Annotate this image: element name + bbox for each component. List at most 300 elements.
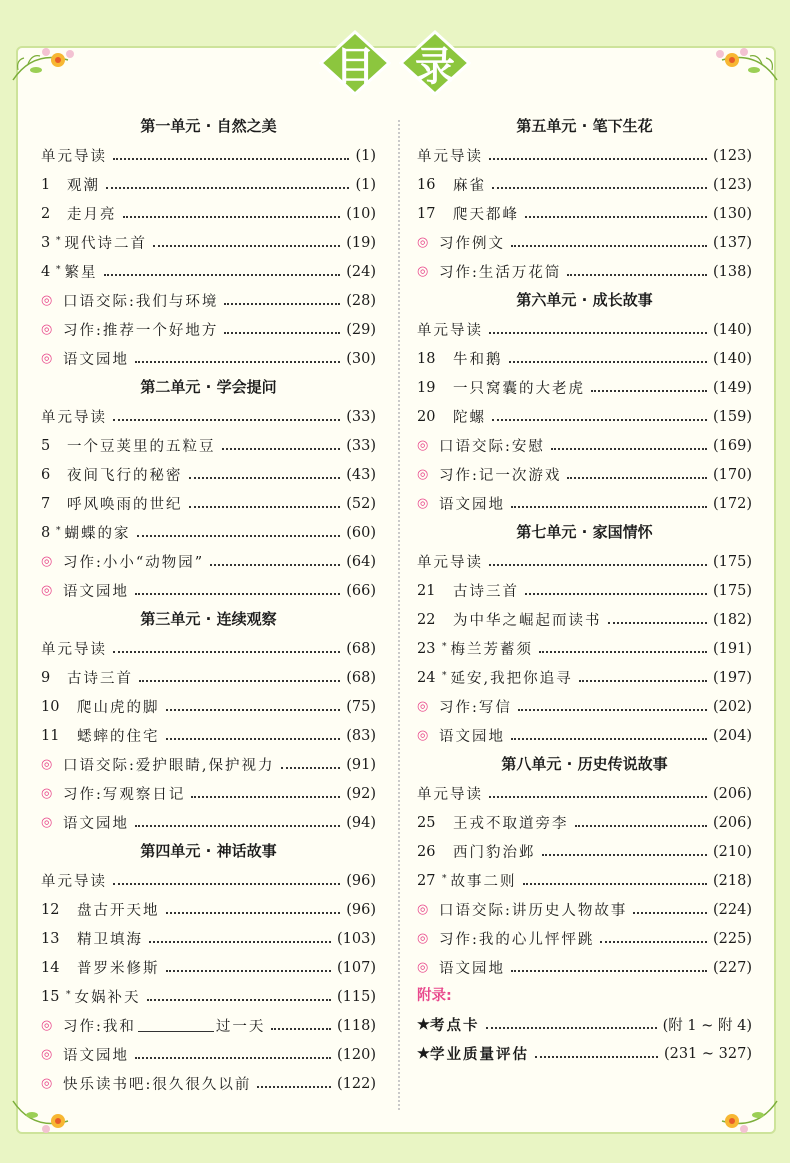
toc-entry[interactable] (417, 460, 752, 489)
dot-leader (489, 332, 707, 334)
page-number: (172) (713, 495, 752, 512)
page-number: (24) (346, 263, 376, 280)
lesson-number: 27 (417, 872, 436, 889)
page-number: (19) (346, 234, 376, 251)
entry-title: 为中华之崛起而读书 (453, 613, 602, 629)
lesson-number: 6 (41, 466, 51, 483)
page-number: (138) (713, 263, 752, 280)
page-number: (169) (713, 437, 752, 454)
bullet-icon: ◎ (41, 293, 53, 308)
entry-title: 古诗三首 (67, 671, 133, 687)
dot-leader (113, 419, 340, 421)
entry-title: 习作:生活万花筒 (439, 265, 562, 281)
toc-entry[interactable] (417, 721, 752, 750)
page-number: (182) (713, 611, 752, 628)
page-number: (75) (346, 698, 376, 715)
lesson-number: 16 (417, 176, 436, 193)
entry-title: 走月亮 (67, 207, 117, 223)
bullet-icon: ◎ (41, 757, 53, 772)
lesson-number: 5 (41, 437, 51, 454)
dot-leader (210, 564, 340, 566)
dot-leader (104, 274, 341, 276)
dot-leader (153, 245, 340, 247)
lesson-number: 23 (417, 640, 436, 657)
optional-mark: * (56, 525, 61, 536)
entry-title: 语文园地 (439, 729, 505, 745)
toc-entry[interactable] (417, 634, 752, 663)
page-number: (137) (713, 234, 752, 251)
lesson-number: 2 (41, 205, 51, 222)
dot-leader (489, 796, 707, 798)
dot-leader (633, 912, 707, 914)
dot-leader (149, 941, 331, 943)
lesson-number: 7 (41, 495, 51, 512)
page-number: (1) (355, 147, 376, 164)
page-number: (115) (337, 988, 376, 1005)
page-number: (83) (346, 727, 376, 744)
bullet-icon: ◎ (417, 467, 429, 482)
lesson-number: 4 (41, 263, 51, 280)
entry-title: 习作:写信 (439, 700, 512, 716)
entry-title: 现代诗二首 (64, 236, 147, 252)
dot-leader (591, 390, 707, 392)
entry-title: 蝴蝶的家 (64, 526, 131, 542)
toc-entry[interactable] (417, 1010, 752, 1039)
toc-entry[interactable] (417, 547, 752, 576)
entry-title: 习作:写观察日记 (63, 787, 186, 803)
bullet-icon: ◎ (41, 815, 53, 830)
entry-title: 语文园地 (63, 352, 129, 368)
lesson-number: 10 (41, 698, 60, 715)
bullet-icon: ◎ (417, 496, 429, 511)
bullet-icon: ◎ (41, 1047, 53, 1062)
entry-title: 语文园地 (439, 497, 505, 513)
toc-entry[interactable] (41, 1040, 376, 1069)
toc-entry[interactable] (41, 866, 376, 895)
section-heading: 第一单元 · 自然之美 (140, 117, 277, 135)
entry-title: 单元导读 (417, 149, 483, 165)
entry-title: 单元导读 (41, 410, 107, 426)
toc-entry[interactable] (417, 344, 752, 373)
bullet-icon: ◎ (41, 554, 53, 569)
toc-entry[interactable] (417, 1039, 752, 1068)
flower-ornament-icon (8, 1091, 88, 1151)
toc-entry[interactable] (41, 547, 376, 576)
bullet-icon: ◎ (417, 235, 429, 250)
entry-title: 习作:小小“动物园” (63, 555, 205, 571)
entry-title: 王戎不取道旁李 (453, 816, 569, 832)
entry-title: 习作:我和 (63, 1019, 136, 1035)
lesson-number: 17 (417, 205, 436, 222)
dot-leader (166, 709, 341, 711)
dot-leader (281, 767, 341, 769)
section-heading: 第八单元 · 历史传说故事 (501, 755, 668, 773)
page-number: (64) (346, 553, 376, 570)
dot-leader (113, 158, 349, 160)
flower-ornament-icon (702, 1091, 782, 1151)
lesson-number: 18 (417, 350, 436, 367)
dot-leader (166, 738, 341, 740)
page-number: (123) (713, 147, 752, 164)
entry-title: 麻雀 (453, 178, 486, 194)
entry-title: 故事二则 (450, 874, 517, 890)
page-number: (96) (346, 901, 376, 918)
section-heading: 第七单元 · 家国情怀 (516, 523, 653, 541)
toc-entry[interactable] (417, 837, 752, 866)
toc-entry[interactable] (417, 953, 752, 982)
dot-leader (222, 448, 341, 450)
page-number: (191) (713, 640, 752, 657)
lesson-number: 9 (41, 669, 51, 686)
entry-title: 盘古开天地 (77, 903, 160, 919)
page-number: (96) (346, 872, 376, 889)
page-number: (107) (337, 959, 376, 976)
dot-leader (492, 419, 707, 421)
dot-leader (535, 1056, 658, 1058)
entry-title: 学业质量评估 (430, 1046, 529, 1063)
entry-title: 单元导读 (41, 874, 107, 890)
toc-entry[interactable] (41, 953, 376, 982)
page-number: (140) (713, 321, 752, 338)
lesson-number: 14 (41, 959, 60, 976)
dot-leader (113, 651, 340, 653)
dot-leader (567, 477, 707, 479)
entry-title: 语文园地 (439, 961, 505, 977)
dot-leader (509, 361, 708, 363)
optional-mark: * (66, 989, 71, 1000)
entry-title: 延安,我把你追寻 (450, 671, 573, 687)
toc-entry[interactable] (41, 779, 376, 808)
entry-title: 习作:我的心儿怦怦跳 (439, 932, 595, 948)
bullet-icon: ◎ (41, 1076, 53, 1091)
dot-leader (523, 883, 708, 885)
optional-mark: * (442, 873, 447, 884)
lesson-number: 12 (41, 901, 60, 918)
dot-leader (525, 593, 707, 595)
toc-entry[interactable] (417, 779, 752, 808)
entry-title: 一个豆荚里的五粒豆 (67, 439, 216, 455)
toc-entry[interactable] (41, 982, 376, 1011)
dot-leader (489, 564, 707, 566)
page-number: (159) (713, 408, 752, 425)
entry-title: 繁星 (64, 265, 98, 281)
dot-leader (492, 187, 707, 189)
entry-title: 精卫填海 (77, 932, 143, 948)
toc-entry[interactable] (41, 721, 376, 750)
lesson-number: 1 (41, 176, 51, 193)
toc-entry[interactable] (41, 895, 376, 924)
page-number: (附 1 ~ 附 4) (662, 1018, 752, 1034)
toc-entry[interactable] (41, 808, 376, 837)
page-number: (1) (355, 176, 376, 193)
dot-leader (189, 506, 341, 508)
entry-title: 习作:记一次游戏 (439, 468, 562, 484)
page-number: (202) (713, 698, 752, 715)
entry-title: 语文园地 (63, 584, 129, 600)
lesson-number: 25 (417, 814, 436, 831)
dot-leader (166, 912, 341, 914)
toc-entry[interactable] (417, 170, 752, 199)
lesson-number: 19 (417, 379, 436, 396)
page-number: (206) (713, 814, 752, 831)
entry-title: 蟋蟀的住宅 (77, 729, 160, 745)
toc-entry[interactable] (41, 228, 376, 257)
dot-leader (123, 216, 341, 218)
toc-entry[interactable] (417, 866, 752, 895)
star-icon: ★ (417, 1045, 430, 1062)
page-number: (43) (346, 466, 376, 483)
dot-leader (271, 1028, 331, 1030)
page-number: (33) (346, 437, 376, 454)
dot-leader (135, 593, 340, 595)
column-divider (398, 120, 400, 1110)
toc-entry[interactable] (417, 576, 752, 605)
dot-leader (135, 361, 340, 363)
entry-title: 快乐读书吧:很久很久以前 (63, 1077, 252, 1093)
entry-title: 观潮 (67, 178, 100, 194)
toc-entry[interactable] (41, 286, 376, 315)
lesson-number: 8 (41, 524, 51, 541)
dot-leader (106, 187, 349, 189)
bullet-icon: ◎ (41, 351, 53, 366)
dot-leader (135, 1057, 331, 1059)
dot-leader (542, 854, 708, 856)
dot-leader (224, 332, 340, 334)
page-number: (149) (713, 379, 752, 396)
entry-title: 习作例文 (439, 236, 505, 252)
toc-entry[interactable] (41, 141, 376, 170)
dot-leader (579, 680, 707, 682)
bullet-icon: ◎ (417, 728, 429, 743)
page-number: (122) (337, 1075, 376, 1092)
lesson-number: 3 (41, 234, 51, 251)
entry-title: 夜间飞行的秘密 (67, 468, 183, 484)
lesson-number: 11 (41, 727, 60, 744)
page-number: (123) (713, 176, 752, 193)
entry-title: 陀螺 (453, 410, 486, 426)
lesson-number: 15 (41, 988, 60, 1005)
toc-entry[interactable] (41, 315, 376, 344)
toc-entry[interactable] (417, 605, 752, 634)
lesson-number: 22 (417, 611, 436, 628)
bullet-icon: ◎ (417, 931, 429, 946)
page-number: (68) (346, 640, 376, 657)
dot-leader (486, 1027, 657, 1029)
toc-left-column (41, 112, 376, 1098)
dot-leader (575, 825, 708, 827)
entry-title: 单元导读 (41, 642, 107, 658)
page-number: (118) (337, 1017, 376, 1034)
entry-title: 口语交际:爱护眼睛,保护视力 (63, 758, 275, 774)
section-heading: 第五单元 · 笔下生花 (516, 117, 653, 135)
entry-title-suffix: 过一天 (215, 1019, 266, 1035)
toc-entry[interactable] (417, 431, 752, 460)
dot-leader (224, 303, 340, 305)
toc-entry[interactable] (41, 199, 376, 228)
toc-entry[interactable] (417, 402, 752, 431)
entry-title: 单元导读 (417, 555, 483, 571)
toc-entry[interactable] (41, 460, 376, 489)
dot-leader (139, 680, 340, 682)
toc-entry[interactable] (417, 141, 752, 170)
entry-title: 牛和鹅 (453, 352, 503, 368)
toc-entry[interactable] (417, 692, 752, 721)
page-number: (52) (346, 495, 376, 512)
toc-entry[interactable] (41, 489, 376, 518)
bullet-icon: ◎ (417, 960, 429, 975)
dot-leader (600, 941, 707, 943)
toc-entry[interactable] (417, 373, 752, 402)
page-number: (140) (713, 350, 752, 367)
dot-leader (551, 448, 707, 450)
bullet-icon: ◎ (417, 438, 429, 453)
page-number: (68) (346, 669, 376, 686)
toc-entry[interactable] (417, 315, 752, 344)
toc-entry[interactable] (41, 634, 376, 663)
flower-ornament-icon (702, 30, 782, 90)
page-number: (91) (346, 756, 376, 773)
dot-leader (567, 274, 707, 276)
optional-mark: * (56, 235, 61, 246)
page-number: (218) (713, 872, 752, 889)
entry-title: 西门豹治邺 (453, 845, 536, 861)
entry-title: 呼风唤雨的世纪 (67, 497, 183, 513)
page-number: (10) (346, 205, 376, 222)
dot-leader (137, 535, 341, 537)
dot-leader (189, 477, 341, 479)
entry-title: 口语交际:安慰 (439, 439, 545, 455)
toc-entry[interactable] (417, 199, 752, 228)
appendix-heading: 附录: (417, 988, 452, 1004)
toc-entry[interactable] (417, 924, 752, 953)
bullet-icon: ◎ (41, 1018, 53, 1033)
flower-ornament-icon (8, 30, 88, 90)
lesson-number: 24 (417, 669, 436, 686)
dot-leader (489, 158, 707, 160)
page-number: (204) (713, 727, 752, 744)
page-number: (29) (346, 321, 376, 338)
title-text: 录 (415, 43, 455, 90)
toc-entry[interactable] (417, 489, 752, 518)
lesson-number: 20 (417, 408, 436, 425)
dot-leader (135, 825, 340, 827)
section-heading: 第二单元 · 学会提问 (140, 378, 277, 396)
entry-title: 习作:推荐一个好地方 (63, 323, 219, 339)
page-number: (30) (346, 350, 376, 367)
dot-leader (191, 796, 340, 798)
toc-entry[interactable] (41, 1011, 376, 1040)
dot-leader (539, 651, 707, 653)
dot-leader (518, 709, 707, 711)
entry-title: 普罗米修斯 (77, 961, 160, 977)
dot-leader (511, 245, 707, 247)
title-char (319, 30, 391, 96)
entry-title: 梅兰芳蓄须 (450, 642, 533, 658)
page-number: (231 ~ 327) (663, 1045, 752, 1062)
page-number: (33) (346, 408, 376, 425)
dot-leader (113, 883, 340, 885)
page-number: (224) (713, 901, 752, 918)
entry-title: 单元导读 (41, 149, 107, 165)
entry-title: 考点卡 (430, 1017, 480, 1034)
toc-entry[interactable] (41, 692, 376, 721)
page-number: (170) (713, 466, 752, 483)
dot-leader (257, 1086, 331, 1088)
toc-entry[interactable] (417, 895, 752, 924)
toc-entry[interactable] (41, 1069, 376, 1098)
entry-title: 单元导读 (417, 323, 483, 339)
lesson-number: 21 (417, 582, 436, 599)
fill-in-blank (138, 1019, 214, 1032)
bullet-icon: ◎ (41, 583, 53, 598)
page-number: (92) (346, 785, 376, 802)
section-heading: 第四单元 · 神话故事 (140, 842, 277, 860)
page-number: (130) (713, 205, 752, 222)
toc-entry[interactable] (417, 228, 752, 257)
page-number: (94) (346, 814, 376, 831)
page-title (305, 30, 485, 96)
toc-entry[interactable] (41, 924, 376, 953)
page-number: (210) (713, 843, 752, 860)
page-number: (60) (346, 524, 376, 541)
toc-entry[interactable] (417, 808, 752, 837)
toc-entry[interactable] (417, 663, 752, 692)
page-number: (103) (337, 930, 376, 947)
toc-entry[interactable] (41, 344, 376, 373)
bullet-icon: ◎ (41, 322, 53, 337)
entry-title: 爬天都峰 (453, 207, 519, 223)
dot-leader (511, 970, 707, 972)
toc-entry[interactable] (41, 576, 376, 605)
section-heading: 第三单元 · 连续观察 (140, 610, 277, 628)
bullet-icon: ◎ (417, 902, 429, 917)
bullet-icon: ◎ (417, 699, 429, 714)
section-heading: 第六单元 · 成长故事 (516, 291, 653, 309)
page-number: (120) (337, 1046, 376, 1063)
page-number: (206) (713, 785, 752, 802)
toc-entry[interactable] (41, 402, 376, 431)
page-number: (28) (346, 292, 376, 309)
toc-entry[interactable] (41, 750, 376, 779)
dot-leader (608, 622, 708, 624)
toc-entry[interactable] (41, 518, 376, 547)
entry-title: 一只窝囊的大老虎 (453, 381, 585, 397)
page-number: (66) (346, 582, 376, 599)
entry-title: 女娲补天 (74, 990, 141, 1006)
page-number: (225) (713, 930, 752, 947)
dot-leader (525, 216, 707, 218)
dot-leader (166, 970, 332, 972)
page-number: (197) (713, 669, 752, 686)
toc-entry[interactable] (41, 663, 376, 692)
dot-leader (147, 999, 332, 1001)
optional-mark: * (56, 264, 61, 275)
dot-leader (511, 506, 707, 508)
entry-title: 口语交际:讲历史人物故事 (439, 903, 628, 919)
dot-leader (511, 738, 707, 740)
title-text: 目 (335, 43, 375, 90)
toc-entry[interactable] (41, 257, 376, 286)
toc-entry[interactable] (41, 170, 376, 199)
toc-entry[interactable] (417, 257, 752, 286)
bullet-icon: ◎ (417, 264, 429, 279)
toc-entry[interactable] (41, 431, 376, 460)
entry-title: 单元导读 (417, 787, 483, 803)
entry-title: 口语交际:我们与环境 (63, 294, 219, 310)
lesson-number: 13 (41, 930, 60, 947)
entry-title: 爬山虎的脚 (77, 700, 160, 716)
page-number: (227) (713, 959, 752, 976)
